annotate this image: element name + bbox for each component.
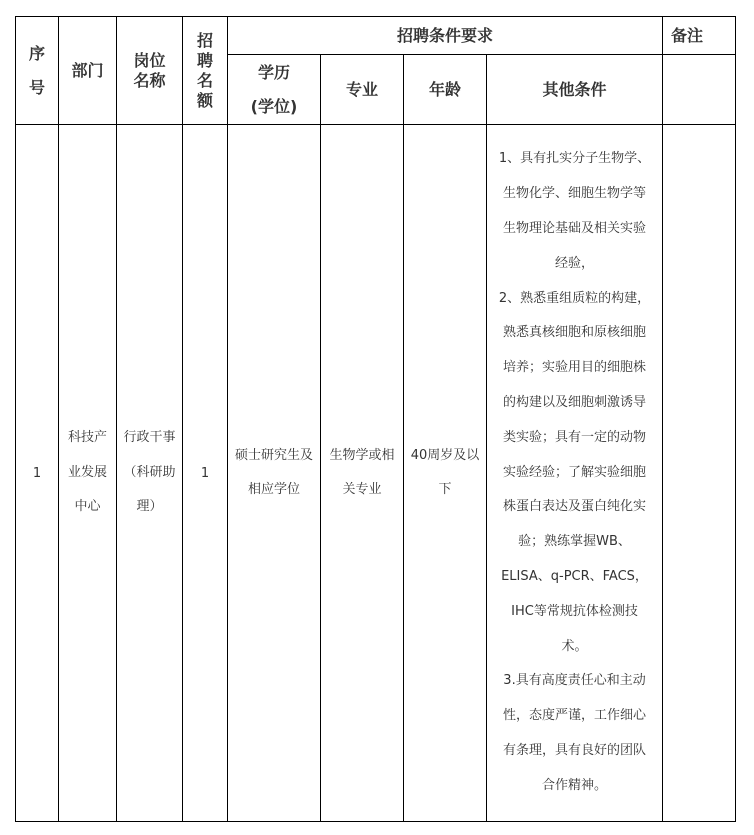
header-remarks: 备注: [663, 17, 736, 55]
other-line: 类实验；具有一定的动物: [503, 429, 647, 445]
recruitment-table-wrapper: [15, 16, 736, 822]
cell-age: [404, 125, 487, 822]
cell-position-name-text: 行政干事（科研助理）: [123, 430, 176, 515]
header-remarks-blank: [663, 55, 736, 125]
header-index-label: 序号: [29, 43, 46, 97]
header-headcount-label: 招聘名额: [197, 30, 214, 110]
other-line: 生物理论基础及相关实验: [503, 221, 647, 237]
cell-remarks: [663, 125, 736, 822]
other-line: IHC等常规抗体检测技: [511, 603, 638, 619]
cell-index: 1: [16, 125, 59, 822]
cell-headcount: 1: [183, 125, 228, 822]
cell-major: [321, 125, 404, 822]
cell-other-requirements: [487, 125, 663, 822]
cell-position-name: [117, 125, 183, 822]
cell-department-text: 科技产业发展中心: [67, 430, 107, 515]
header-requirements: 招聘条件要求: [228, 17, 663, 55]
header-other: 其他条件: [487, 55, 663, 125]
header-department: 部门: [59, 17, 117, 125]
other-line: 熟悉真核细胞和原核细胞: [503, 325, 647, 341]
other-line: 株蛋白表达及蛋白纯化实: [503, 499, 647, 515]
cell-education-text: 硕士研究生及相应学位: [234, 447, 313, 497]
header-age: 年龄: [404, 55, 487, 125]
header-major: 专业: [321, 55, 404, 125]
header-headcount: [183, 17, 228, 125]
header-education: [228, 55, 321, 125]
other-line: 术。: [561, 638, 588, 654]
header-index: [16, 17, 59, 125]
other-line: 有条理，具有良好的团队: [503, 742, 647, 758]
header-education-line2: (学位): [250, 96, 298, 116]
other-line: 2、熟悉重组质粒的构建，: [498, 290, 651, 306]
cell-age-text: 40周岁及以下: [410, 447, 480, 497]
cell-department: [59, 125, 117, 822]
cell-education: [228, 125, 321, 822]
other-line: 3.具有高度责任心和主动: [503, 673, 646, 689]
other-line: 验；熟练掌握WB、: [518, 534, 631, 550]
other-line: 经验，: [555, 255, 595, 271]
header-education-line1: 学历: [257, 62, 290, 82]
cell-major-text: 生物学或相关专业: [329, 447, 395, 497]
other-line: 生物化学、细胞生物学等: [503, 186, 647, 202]
other-line: 性，态度严谨，工作细心: [503, 708, 647, 724]
header-position-name: [117, 17, 183, 125]
header-position-name-label: 岗位名称: [133, 50, 166, 90]
other-line: 的构建以及细胞刺激诱导: [503, 395, 647, 410]
other-line: 合作精神。: [542, 777, 608, 793]
other-line: 培养；实验用目的细胞株: [503, 360, 647, 376]
other-line: 1、具有扎实分子生物学、: [498, 151, 651, 167]
other-line: 实验经验；了解实验细胞: [503, 464, 647, 480]
other-line: ELISA、q-PCR、FACS，: [501, 568, 648, 584]
recruitment-table: [15, 16, 736, 822]
